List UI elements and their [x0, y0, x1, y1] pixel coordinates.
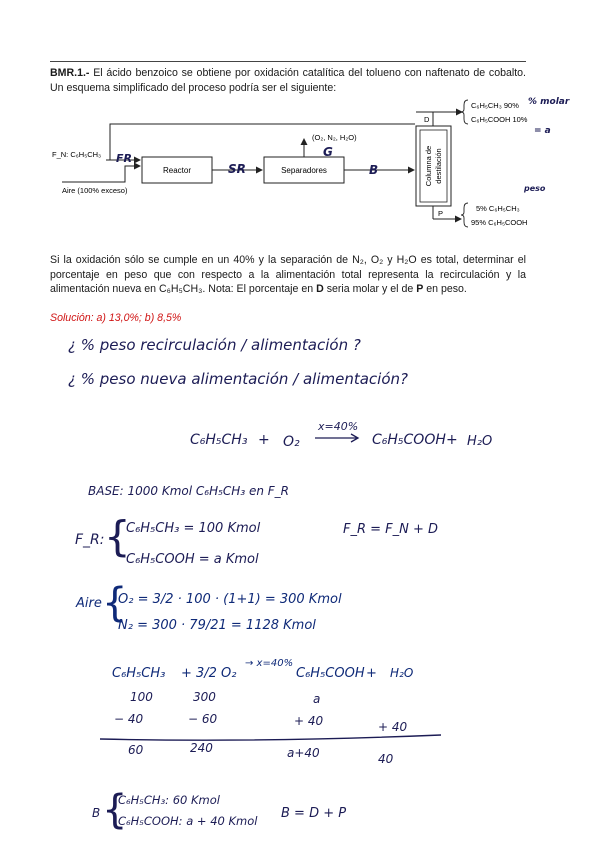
- p-label: P: [438, 209, 444, 218]
- hw-sr: SR: [228, 162, 246, 176]
- hw-stoich-rule: [98, 730, 443, 746]
- hw-g: G: [323, 145, 333, 159]
- hw-b-balance: B = D + P: [281, 806, 347, 821]
- hw-stoich-h4: C₆H₅COOH: [296, 666, 365, 681]
- hw-stoich-h3: → x=40%: [245, 658, 294, 669]
- hw-aire-line-1: O₂ = 3/2 · 100 · (1+1) = 300 Kmol: [118, 592, 342, 607]
- hw-peso: peso: [524, 184, 546, 193]
- hw-stoich-chg-1: − 60: [188, 712, 218, 726]
- hw-b-brace: {: [102, 787, 128, 833]
- hw-stoich-fin-3: 40: [378, 752, 394, 766]
- hw-stoich-init-2: a: [313, 692, 321, 706]
- column-label-2: destilación: [434, 148, 443, 184]
- hw-reaction-arrow: [313, 432, 361, 444]
- hw-question-2: ¿ % peso nueva alimentación / alimentación?: [68, 370, 408, 388]
- hw-stoich-init-1: 300: [193, 690, 216, 704]
- question-text-1: Si la oxidación sólo se cumple en un 40% y la separación de N₂, O₂ y H₂O es total, determinar el porcentaje en peso que con respecto a la alimentación total representa la recirculación y la alimentación nueva en C₆H₅CH₃. Nota: El porcentaje en: [50, 254, 526, 295]
- hw-stoich-fin-2: a+40: [287, 746, 320, 760]
- hw-reactant-2: O₂: [283, 434, 300, 450]
- hw-b: B: [369, 163, 379, 177]
- problem-intro: El ácido benzoico se obtiene por oxidación catalítica del tolueno con naftenato de cobalto. Un esquema simplificado del proceso podría ser el siguiente:: [50, 67, 526, 94]
- process-diagram: [0, 0, 600, 250]
- p-comp-2: 95% C₆H₅COOH: [471, 218, 528, 227]
- hw-aire-brace: {: [102, 580, 128, 626]
- hw-stoich-h0: C₆H₅CH₃: [112, 666, 166, 681]
- hw-molar: % molar: [528, 97, 570, 107]
- problem-question: [50, 253, 526, 297]
- d-label: D: [424, 115, 430, 124]
- hw-plus-1: +: [258, 432, 270, 448]
- hw-fr-line-2: C₆H₅COOH = a Kmol: [126, 552, 259, 567]
- hw-a: = a: [534, 126, 551, 136]
- hw-fr-brace: {: [104, 512, 131, 561]
- column-label-1: Columna de: [424, 145, 433, 187]
- d-comp-2: C₆H₅COOH 10%: [471, 115, 528, 124]
- hw-stoich-chg-2: + 40: [294, 714, 324, 728]
- hw-fr-line-1: C₆H₅CH₃ = 100 Kmol: [126, 521, 261, 536]
- hw-question-1: ¿ % peso recirculación / alimentación ?: [68, 336, 361, 354]
- hw-base: BASE: 1000 Kmol C₆H₅CH₃ en F_R: [88, 484, 289, 498]
- p-brace: [461, 203, 468, 227]
- hw-fr-label: F_R:: [75, 532, 105, 548]
- hw-stoich-fin-0: 60: [128, 743, 144, 757]
- air-label: Aire (100% exceso): [62, 186, 128, 195]
- hw-fr-balance: F_R = F_N + D: [343, 522, 439, 537]
- hw-plus-2: +: [446, 432, 458, 448]
- hw-stoich-h5: +: [366, 666, 377, 681]
- hw-fr: FR: [116, 152, 132, 165]
- fn-label: F_N: C₆H₅CH₃: [52, 150, 102, 159]
- d-brace: [461, 100, 468, 124]
- separadores-label: Separadores: [281, 166, 327, 175]
- air-line: [62, 166, 140, 182]
- hw-b-line-2: C₆H₅COOH: a + 40 Kmol: [118, 814, 258, 828]
- hw-stoich-h6: H₂O: [390, 666, 414, 680]
- hw-stoich-chg-3: + 40: [378, 720, 408, 734]
- gas-label: (O₂, N₂, H₂O): [312, 133, 357, 142]
- solution-line: Solución: a) 13,0%; b) 8,5%: [50, 312, 182, 324]
- recycle-line: [110, 124, 415, 160]
- hw-stoich-init-0: 100: [130, 690, 153, 704]
- hw-b-label: B: [92, 806, 101, 820]
- hw-stoich-fin-1: 240: [190, 741, 213, 755]
- hw-b-line-1: C₆H₅CH₃: 60 Kmol: [118, 793, 220, 807]
- reactor-label: Reactor: [162, 166, 192, 175]
- hw-aire-label: Aire: [76, 596, 102, 611]
- question-p: P: [416, 283, 424, 295]
- hw-aire-line-2: N₂ = 300 · 79/21 = 1128 Kmol: [118, 618, 316, 633]
- p-comp-1: 5% C₆H₅CH₃: [476, 204, 520, 213]
- hw-stoich-chg-0: − 40: [114, 712, 144, 726]
- d-comp-1: C₆H₅CH₃ 90%: [471, 101, 519, 110]
- hw-stoich-h2: 3/2 O₂: [196, 666, 237, 681]
- problem-code: BMR.1.-: [50, 67, 90, 79]
- hw-product-1: C₆H₅COOH: [372, 432, 446, 448]
- question-text-2: seria molar y el de: [326, 283, 414, 295]
- question-text-3: en peso.: [426, 283, 467, 295]
- hw-product-2: H₂O: [467, 434, 493, 449]
- hw-reactant-1: C₆H₅CH₃: [190, 432, 248, 448]
- hw-conversion: x=40%: [318, 420, 359, 433]
- question-d: D: [316, 283, 324, 295]
- hw-stoich-h1: +: [181, 666, 192, 681]
